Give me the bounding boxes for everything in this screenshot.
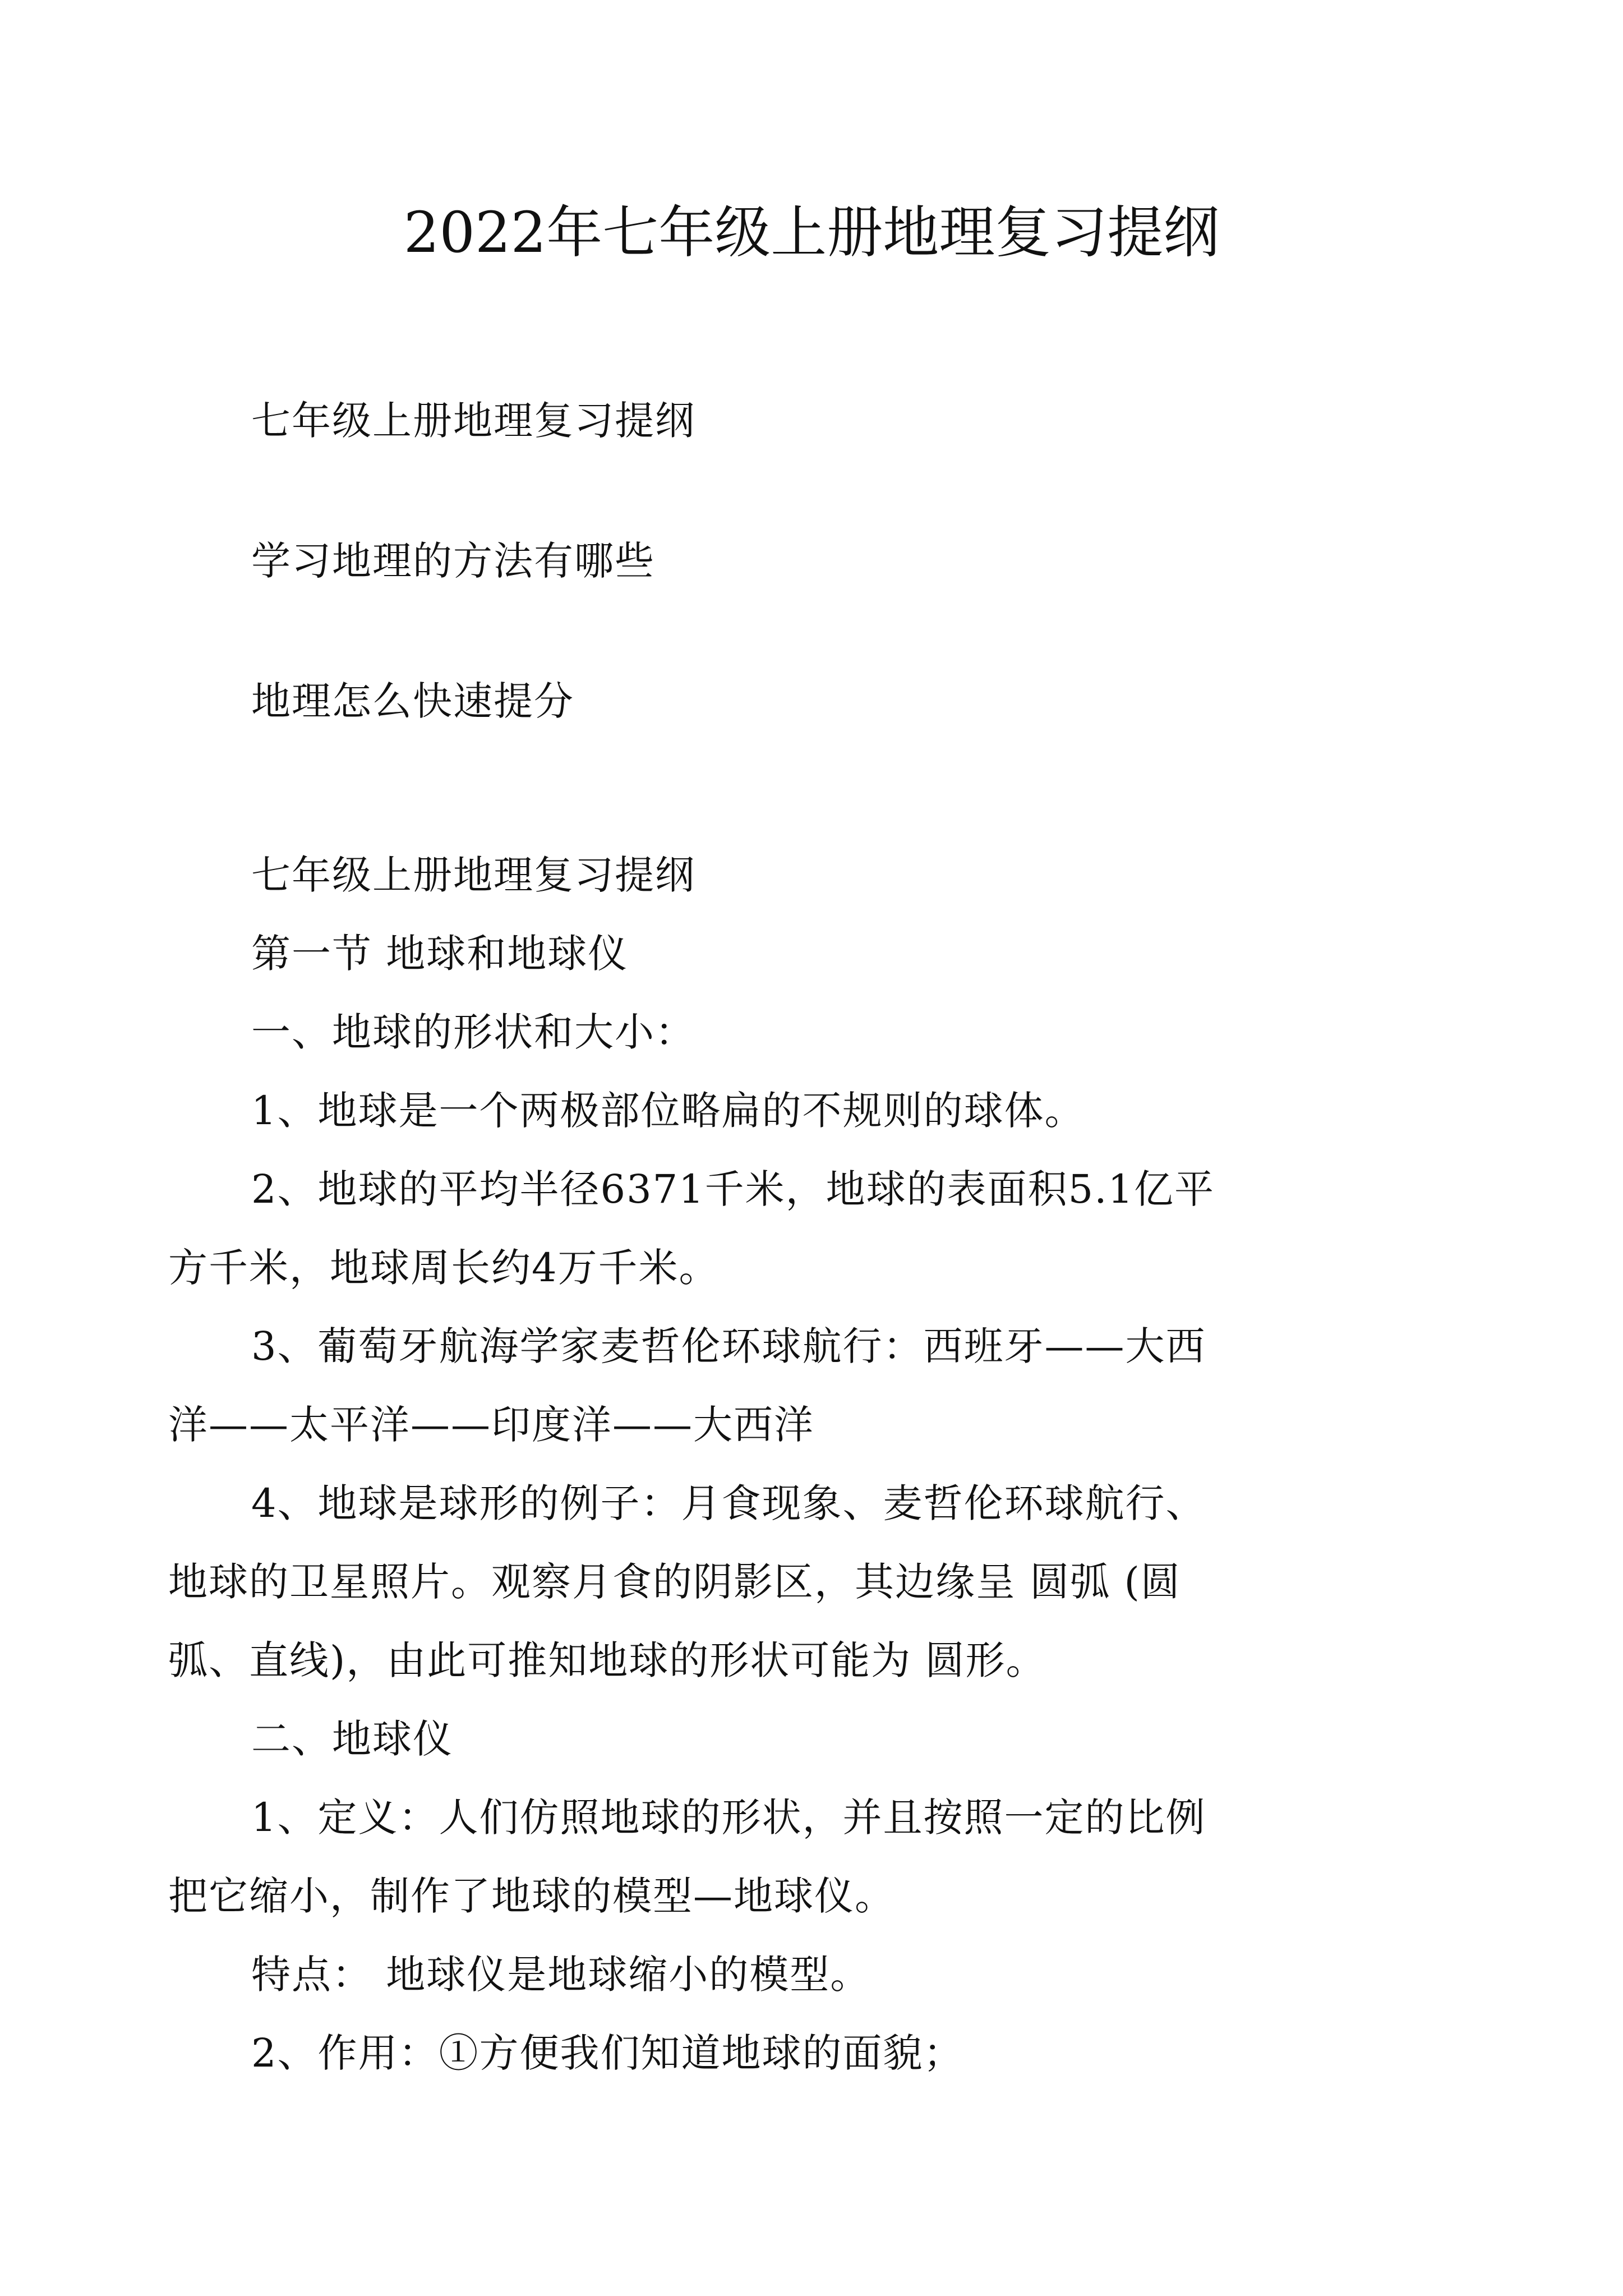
paragraph-2-line-2 (168, 1228, 1390, 1307)
paragraph-2-line-1: 2、地球的平均半径6371千米，地球的表面积5.1亿平 (251, 1166, 1215, 1212)
paragraph-1: 1、地球是一个两极部位略扁的不规则的球体。 (251, 1088, 1085, 1134)
document-title: 2022年七年级上册地理复习提纲 (403, 200, 1220, 265)
intro-line-2: 学习地理的方法有哪些 (251, 538, 655, 584)
subheading-1: 一、地球的形状和大小： (251, 1009, 695, 1055)
paragraph-6: 特点： 地球仪是地球缩小的模型。 (251, 1952, 871, 1998)
paragraph-7: 2、作用：①方便我们知道地球的面貌； (251, 2030, 964, 2076)
paragraph-3-line-2 (168, 1386, 1390, 1464)
paragraph-4-line-3-text: 弧、直线)，由此可推知地球的形状可能为 圆形。 (168, 1637, 1046, 1683)
paragraph-4-line-3 (168, 1621, 1390, 1700)
paragraph-4-line-1: 4、地球是球形的例子：月食现象、麦哲伦环球航行、 (251, 1480, 1206, 1526)
paragraph-4-line-2 (168, 1543, 1390, 1621)
paragraph-4-line-2-text: 地球的卫星照片。观察月食的阴影区，其边缘呈 圆弧 (圆 (168, 1559, 1181, 1605)
body-heading: 七年级上册地理复习提纲 (251, 852, 695, 898)
intro-line-1: 七年级上册地理复习提纲 (251, 398, 695, 444)
paragraph-5-line-2-text: 把它缩小，制作了地球的模型—地球仪。 (168, 1873, 895, 1919)
paragraph-5-line-2 (168, 1857, 1390, 1935)
subheading-2: 二、地球仪 (251, 1716, 453, 1762)
section-heading-1: 第一节 地球和地球仪 (251, 931, 629, 977)
paragraph-2-line-2-text: 方千米，地球周长约4万千米。 (168, 1245, 720, 1291)
paragraph-3-line-2-text: 洋——太平洋——印度洋——大西洋 (168, 1402, 814, 1448)
intro-line-3: 地理怎么快速提分 (251, 678, 574, 724)
paragraph-5-line-1: 1、定义：人们仿照地球的形状，并且按照一定的比例 (251, 1795, 1206, 1841)
paragraph-3-line-1: 3、葡萄牙航海学家麦哲伦环球航行：西班牙——大西 (251, 1323, 1206, 1369)
